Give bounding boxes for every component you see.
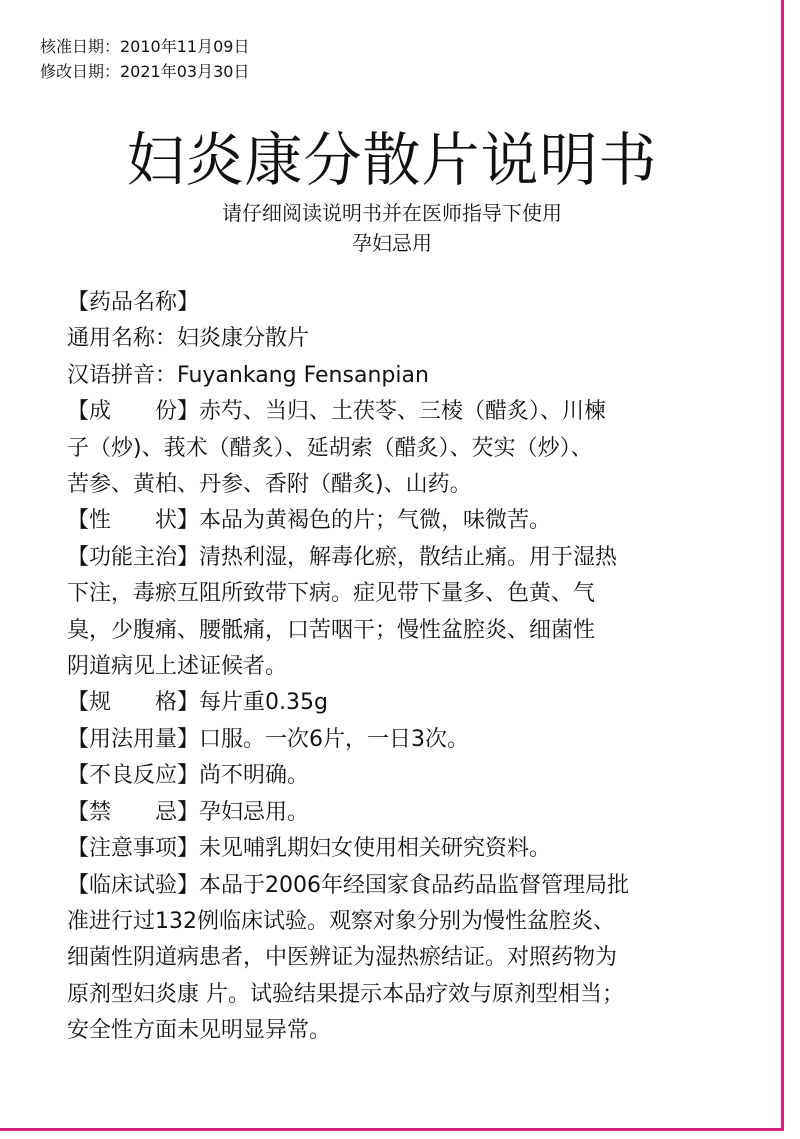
- date-block: [40, 34, 249, 84]
- clinical-trial-line: 细菌性阴道病患者，中医辨证为湿热瘀结证。对照药物为: [67, 945, 618, 971]
- pregnancy-warning: 孕妇忌用: [352, 231, 432, 255]
- contraindications-line: 【禁 忌】孕妇忌用。: [67, 799, 310, 825]
- indications-line: 【功能主治】清热利湿，解毒化瘀，散结止痛。用于湿热: [67, 544, 618, 570]
- subtitle-block: [0, 198, 784, 258]
- generic-name-line: 通用名称：妇炎康分散片: [67, 326, 310, 352]
- revision-date: 修改日期：2021年03月30日: [40, 62, 250, 81]
- clinical-trial-line: 安全性方面未见明显异常。: [67, 1018, 332, 1044]
- clinical-trial-line: 【临床试验】本品于2006年经国家食品药品监督管理局批: [67, 872, 629, 898]
- ingredients-line: 子（炒)、莪术（醋炙）、延胡索（醋炙）、芡实（炒）、: [67, 435, 593, 461]
- clinical-trial-line: 准进行过132例临床试验。观察对象分别为慢性盆腔炎、: [67, 908, 615, 934]
- indications-line: 臭，少腹痛、腰骶痛，口苦咽干；慢性盆腔炎、细菌性: [67, 617, 596, 643]
- indications-line: 阴道病见上述证候者。: [67, 654, 288, 680]
- document-title: 妇炎康分散片说明书: [126, 126, 658, 194]
- precautions-line: 【注意事项】未见哺乳期妇女使用相关研究资料。: [67, 836, 552, 862]
- section-drug-name-header: 【药品名称】: [67, 290, 200, 315]
- appearance-line: 【性 状】本品为黄褐色的片；气微，味微苦。: [67, 508, 552, 534]
- pinyin-name-line: 汉语拼音：Fuyankang Fensanpian: [67, 362, 429, 388]
- ingredients-line: 【成 份】赤芍、当归、土茯苓、三棱（醋炙）、川楝: [67, 399, 607, 425]
- adverse-reactions-line: 【不良反应】尚不明确。: [67, 763, 310, 789]
- approval-date: 核准日期：2010年11月09日: [40, 37, 250, 56]
- indications-line: 下注，毒瘀互阻所致带下病。症见带下量多、色黄、气: [67, 581, 596, 607]
- specification-line: 【规 格】每片重0.35g: [67, 690, 328, 716]
- ingredients-line: 苦参、黄柏、丹参、香附（醋炙)、山药。: [67, 472, 472, 498]
- usage-notice: 请仔细阅读说明书并在医师指导下使用: [222, 201, 562, 225]
- clinical-trial-line: 原剂型妇炎康 片。试验结果提示本品疗效与原剂型相当；: [67, 981, 624, 1007]
- leaflet-body: [67, 285, 757, 1050]
- dosage-line: 【用法用量】口服。一次6片，一日3次。: [67, 726, 469, 752]
- page-border-bottom: [0, 1128, 784, 1131]
